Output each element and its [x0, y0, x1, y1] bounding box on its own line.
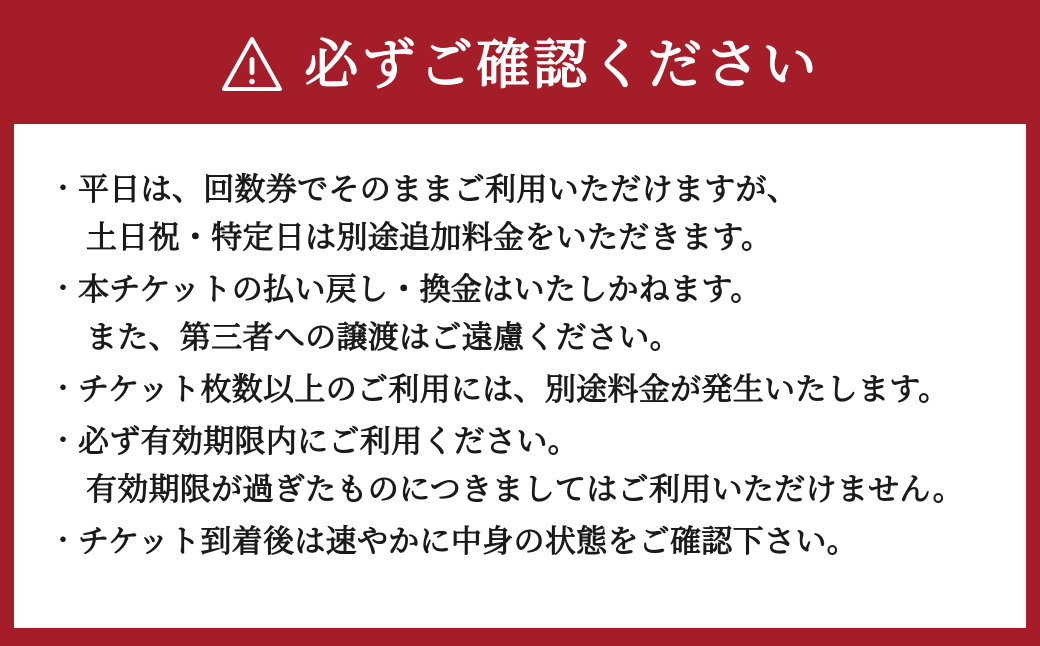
- list-item-line: 平日は、回数券でそのままご利用いただけますが、: [78, 172, 799, 207]
- list-item-text: [78, 418, 992, 514]
- list-item: [48, 518, 992, 566]
- list-item-line: また、第三者への譲渡はご遠慮ください。: [86, 320, 681, 355]
- notice-body-panel: [14, 124, 1026, 628]
- notice-header: [0, 0, 1040, 124]
- list-item: [48, 266, 992, 362]
- list-item-line: チケット到着後は速やかに中身の状態をご確認下さい。: [78, 524, 858, 559]
- warning-triangle-icon: [220, 33, 284, 97]
- list-item: [48, 418, 992, 514]
- list-item: [48, 366, 992, 414]
- notice-list: [48, 166, 992, 566]
- bullet-marker: ・: [48, 425, 78, 458]
- bullet-marker: ・: [48, 373, 78, 406]
- list-item-text: [78, 366, 992, 414]
- bullet-marker: ・: [48, 525, 78, 558]
- bullet-marker: ・: [48, 173, 78, 206]
- list-item-text: [78, 166, 992, 262]
- list-item-line: 土日祝・特定日は別途追加料金をいただきます。: [86, 220, 773, 255]
- page-title: 必ずご確認ください: [304, 35, 820, 95]
- bullet-marker: ・: [48, 273, 78, 306]
- list-item: [48, 166, 992, 262]
- list-item-line: チケット枚数以上のご利用には、別途料金が発生いたします。: [78, 372, 950, 407]
- list-item-line: 本チケットの払い戻し・換金はいたしかねます。: [78, 272, 762, 307]
- list-item-line: 必ず有効期限内にご利用ください。: [78, 424, 579, 459]
- list-item-line: 有効期限が過ぎたものにつきましてはご利用いただけません。: [86, 472, 964, 507]
- list-item-text: [78, 266, 992, 362]
- list-item-text: [78, 518, 992, 566]
